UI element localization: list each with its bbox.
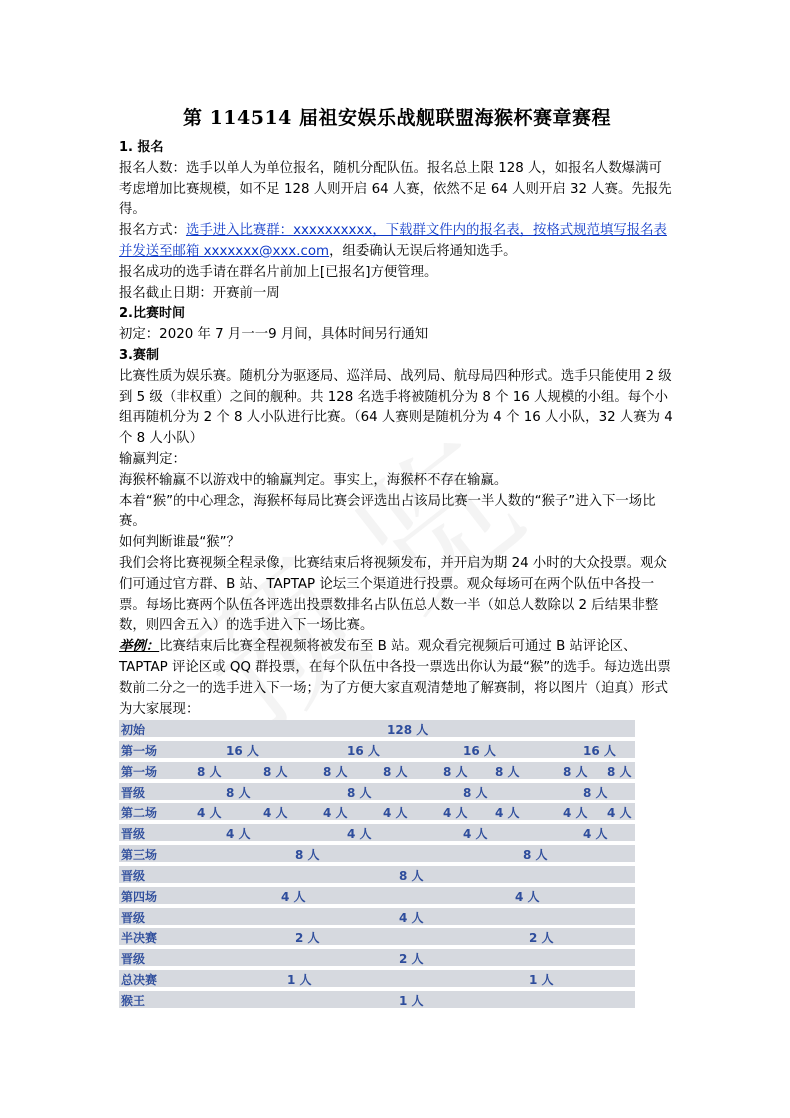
bracket-stage-label: 第二场	[121, 806, 158, 821]
bracket-cell: 4 人	[515, 889, 540, 904]
paragraph: 如何判断谁最“猴”？	[119, 535, 240, 551]
bracket-cell: 4 人	[495, 806, 520, 821]
bracket-cell: 4 人	[197, 806, 222, 821]
bracket-cell: 16 人	[347, 743, 380, 758]
section-heading-time: 2.比赛时间	[119, 306, 185, 322]
paragraph: 报名人数：选手以单人为单位报名，随机分配队伍。报名总上限 128 人，如报名人数爆满可考虑增加比赛规模，如不足 128 人则开启 64 人赛，依然不足 64 人则开启 32 人赛。先报先得。	[119, 160, 672, 218]
example-label: 举例：	[119, 639, 160, 655]
bracket-cell: 16 人	[463, 743, 496, 758]
paragraph: 报名成功的选手请在群名片前加上[已报名]方便管理。	[119, 264, 438, 280]
bracket-stage-label: 第三场	[121, 848, 158, 863]
document-body	[119, 138, 675, 720]
bracket-cell: 1 人	[529, 973, 554, 988]
bracket-stage-label: 晋级	[121, 910, 146, 925]
document-title: 第 114514 届祖安娱乐战舰联盟海猴杯赛章赛程	[182, 107, 612, 129]
bracket-cell: 8 人	[295, 848, 320, 863]
bracket-cell: 4 人	[443, 806, 468, 821]
bracket-cell: 8 人	[323, 764, 348, 779]
bracket-row	[119, 720, 635, 737]
bracket-cell: 4 人	[463, 827, 488, 842]
paragraph: 我们会将比赛视频全程录像，比赛结束后将视频发布，并开启为期 24 小时的大众投票。观众们可通过官方群、B 站、TAPTAP 论坛三个渠道进行投票。观众每场可在两个队伍中各投一票。每场比赛两个队伍各评选出投票数排名占队伍总人数一半（如总人数除以 2 后结果非整数，则四舍五入）的选手进入下一场比赛。	[119, 555, 667, 634]
email-link[interactable]: 选手进入比赛群：xxxxxxxxxx，下载群文件内的报名表，按格式规范填写报名表并发送至邮箱 xxxxxxx@xxx.com	[119, 223, 667, 259]
bracket-cell: 2 人	[529, 931, 554, 946]
bracket-cell: 16 人	[226, 743, 259, 758]
bracket-row	[119, 970, 635, 987]
paragraph: 报名截止日期：开赛前一周	[119, 285, 280, 301]
text: 报名方式：	[119, 223, 186, 239]
text: ，组委确认无误后将通知选手。	[329, 243, 517, 259]
bracket-cell: 8 人	[463, 785, 488, 800]
section-heading-format: 3.赛制	[119, 347, 159, 363]
bracket-row	[119, 783, 635, 800]
bracket-stage-label: 总决赛	[121, 973, 158, 988]
paragraph-registration-method	[119, 221, 675, 263]
text: 比赛结束后比赛全程视频将被发布至 B 站。观众看完视频后可通过 B 站评论区、TAPTAP 评论区或 QQ 群投票，在每个队伍中各投一票选出你认为最“猴”的选手。每边选出票数前二分之一的选手进入下一场；为了方便大家直观清楚地了解赛制，将以图片（迫真）形式为大家展现：	[119, 639, 671, 717]
bracket-cell: 8 人	[443, 764, 468, 779]
bracket-cell: 4 人	[563, 806, 588, 821]
bracket-cell: 4 人	[226, 827, 251, 842]
bracket-cell: 8 人	[495, 764, 520, 779]
bracket-cell: 4 人	[323, 806, 348, 821]
bracket-row	[119, 887, 635, 904]
bracket-stage-label: 第一场	[121, 764, 158, 779]
bracket-table	[119, 720, 635, 1012]
bracket-stage-label: 晋级	[121, 868, 146, 883]
bracket-cell: 8 人	[607, 764, 632, 779]
bracket-stage-label: 第一场	[121, 743, 158, 758]
bracket-cell: 1 人	[399, 993, 424, 1008]
bracket-cell: 128 人	[387, 723, 429, 737]
paragraph: 比赛性质为娱乐赛。随机分为驱逐局、巡洋局、战列局、航母局四种形式。选手只能使用 2 级到 5 级（非权重）之间的舰种。共 128 名选手将被随机分为 8 个 16 人规模的小组。每个小组再随机分为 2 个 8 人小队进行比赛。（64 人赛则是随机分为 4 个 16 人小队，32 人赛为 4 个 8 人小队）	[119, 368, 673, 447]
section-heading-registration: 1. 报名	[119, 140, 164, 155]
bracket-stage-label: 半决赛	[121, 931, 158, 946]
paragraph: 初定：2020 年 7 月一一9 月间，具体时间另行通知	[119, 327, 429, 343]
bracket-row	[119, 845, 635, 862]
bracket-row	[119, 866, 635, 883]
bracket-stage-label: 猴王	[121, 993, 146, 1008]
bracket-cell: 4 人	[399, 910, 424, 925]
bracket-row	[119, 762, 635, 779]
bracket-cell: 4 人	[347, 827, 372, 842]
paragraph-example	[119, 637, 675, 720]
bracket-stage-label: 初始	[121, 723, 146, 737]
bracket-cell: 8 人	[563, 764, 588, 779]
bracket-cell: 2 人	[399, 952, 424, 967]
bracket-stage-label: 晋级	[121, 827, 146, 842]
bracket-row	[119, 803, 635, 820]
bracket-cell: 4 人	[607, 806, 632, 821]
bracket-cell: 8 人	[226, 785, 251, 800]
bracket-cell: 8 人	[523, 848, 548, 863]
bracket-cell: 4 人	[281, 889, 306, 904]
bracket-cell: 8 人	[263, 764, 288, 779]
bracket-row	[119, 949, 635, 966]
bracket-row	[119, 908, 635, 925]
bracket-row	[119, 741, 635, 758]
bracket-cell: 8 人	[347, 785, 372, 800]
bracket-cell: 1 人	[287, 973, 312, 988]
bracket-cell: 4 人	[583, 827, 608, 842]
bracket-cell: 8 人	[383, 764, 408, 779]
bracket-cell: 4 人	[263, 806, 288, 821]
bracket-stage-label: 晋级	[121, 952, 146, 967]
bracket-row	[119, 824, 635, 841]
bracket-stage-label: 晋级	[121, 785, 146, 800]
paragraph: 海猴杯输赢不以游戏中的输赢判定。事实上，海猴杯不存在输赢。	[119, 472, 508, 488]
bracket-cell: 8 人	[197, 764, 222, 779]
bracket-stage-label: 第四场	[121, 889, 158, 904]
bracket-cell: 8 人	[399, 868, 424, 883]
bracket-row	[119, 928, 635, 945]
bracket-cell: 4 人	[383, 806, 408, 821]
bracket-cell: 2 人	[295, 931, 320, 946]
bracket-cell: 8 人	[583, 785, 608, 800]
bracket-cell: 16 人	[583, 743, 616, 758]
paragraph: 本着“猴”的中心理念，海猴杯每局比赛会评选出占该局比赛一半人数的“猴子”进入下一场比赛。	[119, 493, 656, 530]
bracket-row	[119, 991, 635, 1008]
paragraph: 输赢判定：	[119, 451, 186, 467]
